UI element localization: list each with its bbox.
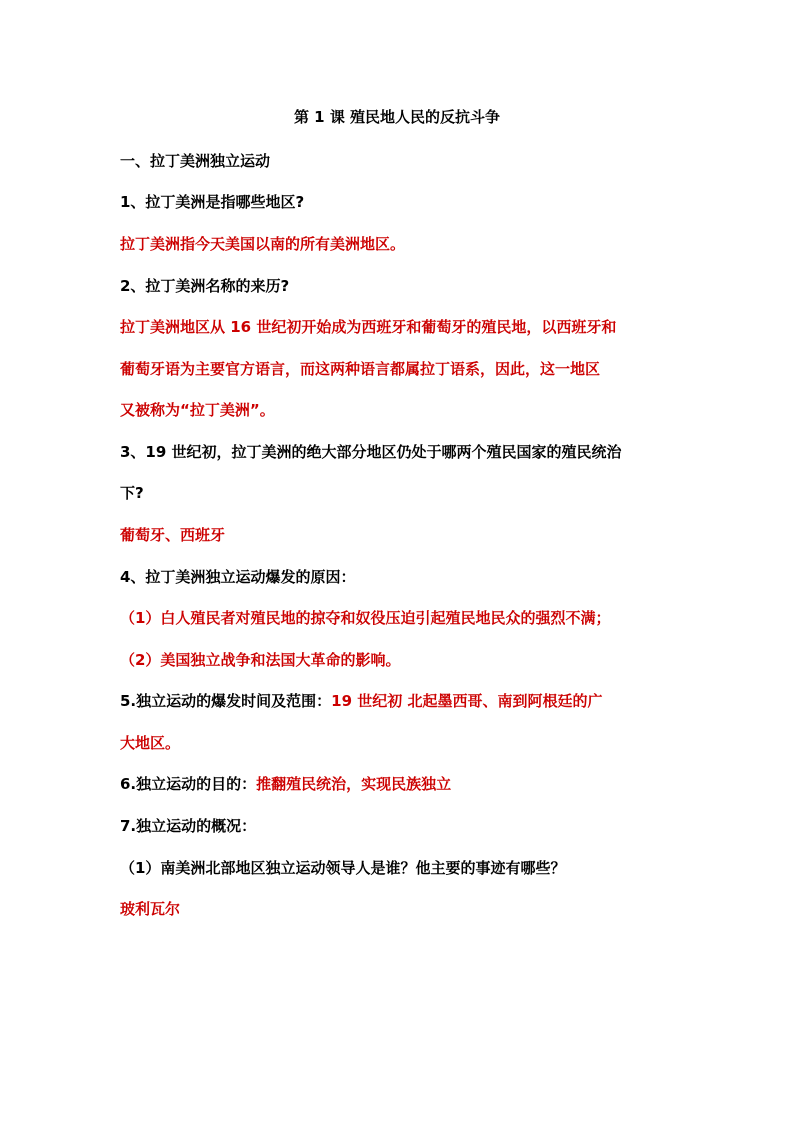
question-5 [120, 690, 680, 712]
answer-4-2: （2）美国独立战争和法国大革命的影响。 [120, 651, 401, 669]
answer-5-part-2: 大地区。 [120, 734, 181, 752]
lesson-title: 第 1 课 殖民地人民的反抗斗争 [293, 108, 501, 126]
question-1: 1、拉丁美洲是指哪些地区? [120, 193, 305, 211]
question-6-label: 6.独立运动的目的： [120, 775, 257, 793]
answer-6: 推翻殖民统治，实现民族独立 [256, 775, 452, 793]
question-7-1: （1）南美洲北部地区独立运动领导人是谁？他主要的事迹有哪些？ [120, 859, 566, 877]
answer-2-line-3: 又被称为“拉丁美洲”。 [120, 401, 275, 419]
question-3-line-2: 下? [120, 484, 144, 502]
section-heading: 一、拉丁美洲独立运动 [120, 152, 271, 170]
answer-2-line-2: 葡萄牙语为主要官方语言，而这两种语言都属拉丁语系，因此，这一地区 [120, 360, 601, 378]
answer-1: 拉丁美洲指今天美国以南的所有美洲地区。 [120, 235, 406, 253]
answer-3: 葡萄牙、西班牙 [120, 526, 226, 544]
question-3-line-1: 3、19 世纪初，拉丁美洲的绝大部分地区仍处于哪两个殖民国家的殖民统治 [120, 443, 622, 461]
answer-5-part-1: 19 世纪初 北起墨西哥、南到阿根廷的广 [331, 692, 603, 710]
answer-7-1: 玻利瓦尔 [120, 900, 181, 918]
question-4: 4、拉丁美洲独立运动爆发的原因： [120, 568, 356, 586]
question-5-label: 5.独立运动的爆发时间及范围： [120, 692, 332, 710]
answer-4-1: （1）白人殖民者对殖民地的掠夺和奴役压迫引起殖民地民众的强烈不满； [120, 609, 611, 627]
question-7: 7.独立运动的概况： [120, 817, 257, 835]
question-6 [120, 773, 680, 795]
question-2: 2、拉丁美洲名称的来历? [120, 277, 290, 295]
answer-2-line-1: 拉丁美洲地区从 16 世纪初开始成为西班牙和葡萄牙的殖民地，以西班牙和 [120, 318, 617, 336]
